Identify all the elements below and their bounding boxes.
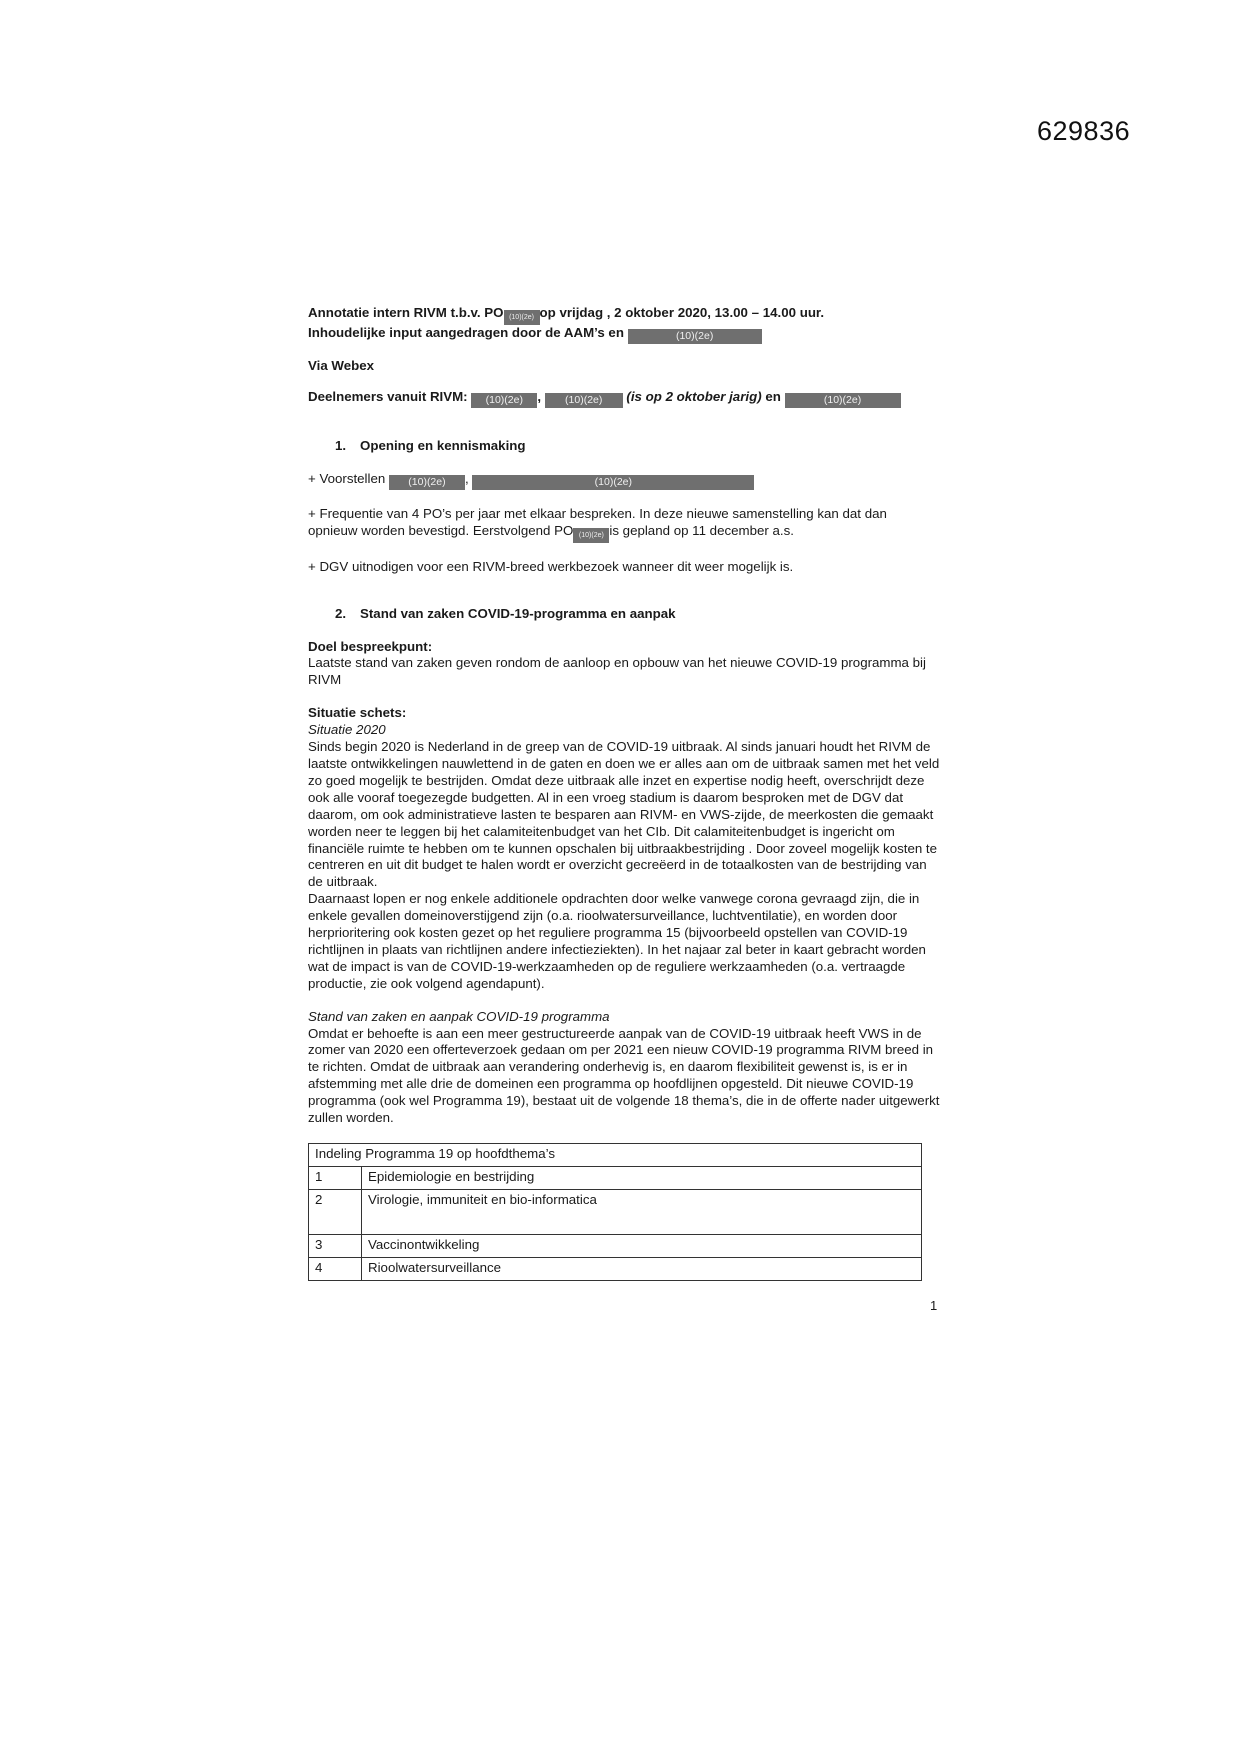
themes-table [308, 1143, 922, 1281]
via-webex: Via Webex [308, 358, 375, 373]
comma: , [537, 388, 542, 404]
table-cell-theme: Epidemiologie en bestrijding [362, 1167, 922, 1190]
redaction-box: (10)(2e) [472, 475, 754, 490]
table-cell-number: 1 [309, 1167, 362, 1190]
frequentie-line-2 [308, 523, 944, 543]
stand-subheading: Stand van zaken en aanpak COVID-19 programma [308, 1008, 610, 1024]
table-row [309, 1190, 922, 1235]
header-line-2 [308, 325, 944, 344]
table-row [309, 1235, 922, 1258]
table-cell-number: 2 [309, 1190, 362, 1235]
participants-label: Deelnemers vanuit RIVM: [308, 388, 468, 404]
participants-note: (is op 2 oktober jarig) [626, 388, 762, 404]
frequentie-line-1: + Frequentie van 4 PO’s per jaar met elkaar bespreken. In deze nieuwe samenstelling kan dat dan [308, 505, 887, 521]
section-1-heading [335, 438, 944, 455]
section-number: 1. [335, 437, 347, 453]
table-cell-theme: Vaccinontwikkeling [362, 1235, 922, 1258]
section-number: 2. [335, 605, 347, 621]
comma: , [464, 470, 469, 486]
table-cell-number: 4 [309, 1258, 362, 1281]
redaction-box: (10)(2e) [389, 475, 465, 490]
header-input-text: Inhoudelijke input aangedragen door de AAM’s en [308, 325, 624, 340]
redaction-box: (10)(2e) [573, 528, 609, 543]
section-title: Stand van zaken COVID-19-programma en aanpak [360, 605, 676, 621]
table-header-cell: Indeling Programma 19 op hoofdthema’s [309, 1144, 922, 1167]
redaction-box: (10)(2e) [628, 329, 762, 344]
situatie-subheading: Situatie 2020 [308, 722, 386, 738]
section-2-heading [335, 606, 944, 623]
page-number: 1 [930, 1298, 938, 1313]
table-cell-theme: Rioolwatersurveillance [362, 1258, 922, 1281]
situatie-paragraph-2: Daarnaast lopen er nog enkele additionele opdrachten door welke vanwege corona gevraagd zijn, die in enkele gevallen domeinoverstijgend zijn (o.a. rioolwatersurveillance, luchtventilatie), en worden door herprioritering ook kosten gezet op het reguliere programma 15 (bijvoorbeeld opstellen van COVID-19 richtlijnen in plaats van richtlijnen andere infectieziekten). In het najaar zal beter in kaart gebracht worden wat de impact is van de COVID-19-werkzaamheden op de reguliere werkzaamheden (o.a. vertraagde productie, zie ook volgend agendapunt). [308, 891, 926, 991]
redaction-box: (10)(2e) [545, 393, 623, 408]
header-title-part-1: Annotatie intern RIVM t.b.v. PO [308, 305, 504, 320]
frequentie-date: is gepland op 11 december a.s. [609, 522, 794, 538]
table-cell-theme: Virologie, immuniteit en bio-informatica [362, 1190, 922, 1235]
table-row [309, 1258, 922, 1281]
table-row [309, 1167, 922, 1190]
situatie-label: Situatie schets: [308, 705, 407, 721]
table-cell-number: 3 [309, 1235, 362, 1258]
table-header-row [309, 1144, 922, 1167]
doel-label: Doel bespreekpunt: [308, 638, 433, 654]
participants-and: en [765, 388, 781, 404]
participants-line [308, 389, 944, 408]
frequentie-text: opnieuw worden bevestigd. Eerstvolgend PO [308, 522, 574, 538]
document-body [308, 305, 944, 1281]
document-number: 629836 [1037, 116, 1131, 146]
header-line-1 [308, 305, 944, 325]
stand-paragraph: Omdat er behoefte is aan een meer gestructureerde aanpak van de COVID-19 uitbraak heeft VWS in de zomer van 2020 een offerteverzoek gedaan om per 2021 een nieuw COVID-19 programma RIVM breed in te richten. Omdat de uitbraak aan verandering onderhevig is, en daarom flexibiliteit gewenst is, is er in afstemming met alle drie de domeinen een programma op hoofdlijnen opgesteld. Dit nieuwe COVID-19 programma (ook wel Programma 19), bestaat uit de volgende 18 thema’s, die in de offerte nader uitgewerkt zullen worden. [308, 1025, 940, 1126]
header-title-part-2: op vrijdag , 2 oktober 2020, 13.00 – 14.00 uur. [539, 305, 825, 320]
voorstellen-label: + Voorstellen [308, 470, 386, 486]
situatie-paragraph-1: Sinds begin 2020 is Nederland in de greep van de COVID-19 uitbraak. Al sinds januari houdt het RIVM de laatste ontwikkelingen nauwlettend in de gaten en doen we er alles aan om de uitbraak samen met het veld zo goed mogelijk te bestrijden. Omdat deze uitbraak alle inzet en expertise nodig heeft, overschrijdt deze ook alle vooraf toegezegde budgetten. Al in een vroeg stadium is daarom besproken met de DGV dat daarom, om ook administratieve lasten te besparen aan RIVM- en VWS-zijde, de meerkosten die gemaakt worden neer te leggen bij het calamiteitenbudget van het CIb. Dit calamiteitenbudget is ingericht om financiële ruimte te hebben om te kunnen opschalen bij uitbraakbestrijding . Door zoveel mogelijk kosten te centreren en uit dit budget te halen wordt er overzicht gecreëerd in de totaalkosten van de bestrijding van de uitbraak. [308, 739, 940, 890]
dgv-line: + DGV uitnodigen voor een RIVM-breed werkbezoek wanneer dit weer mogelijk is. [308, 558, 794, 574]
redaction-box: (10)(2e) [504, 310, 540, 325]
redaction-box: (10)(2e) [471, 393, 537, 408]
redaction-box: (10)(2e) [785, 393, 901, 408]
doel-text: Laatste stand van zaken geven rondom de aanloop en opbouw van het nieuwe COVID-19 programma bij RIVM [308, 655, 926, 688]
voorstellen-line [308, 471, 944, 490]
section-title: Opening en kennismaking [360, 437, 526, 453]
